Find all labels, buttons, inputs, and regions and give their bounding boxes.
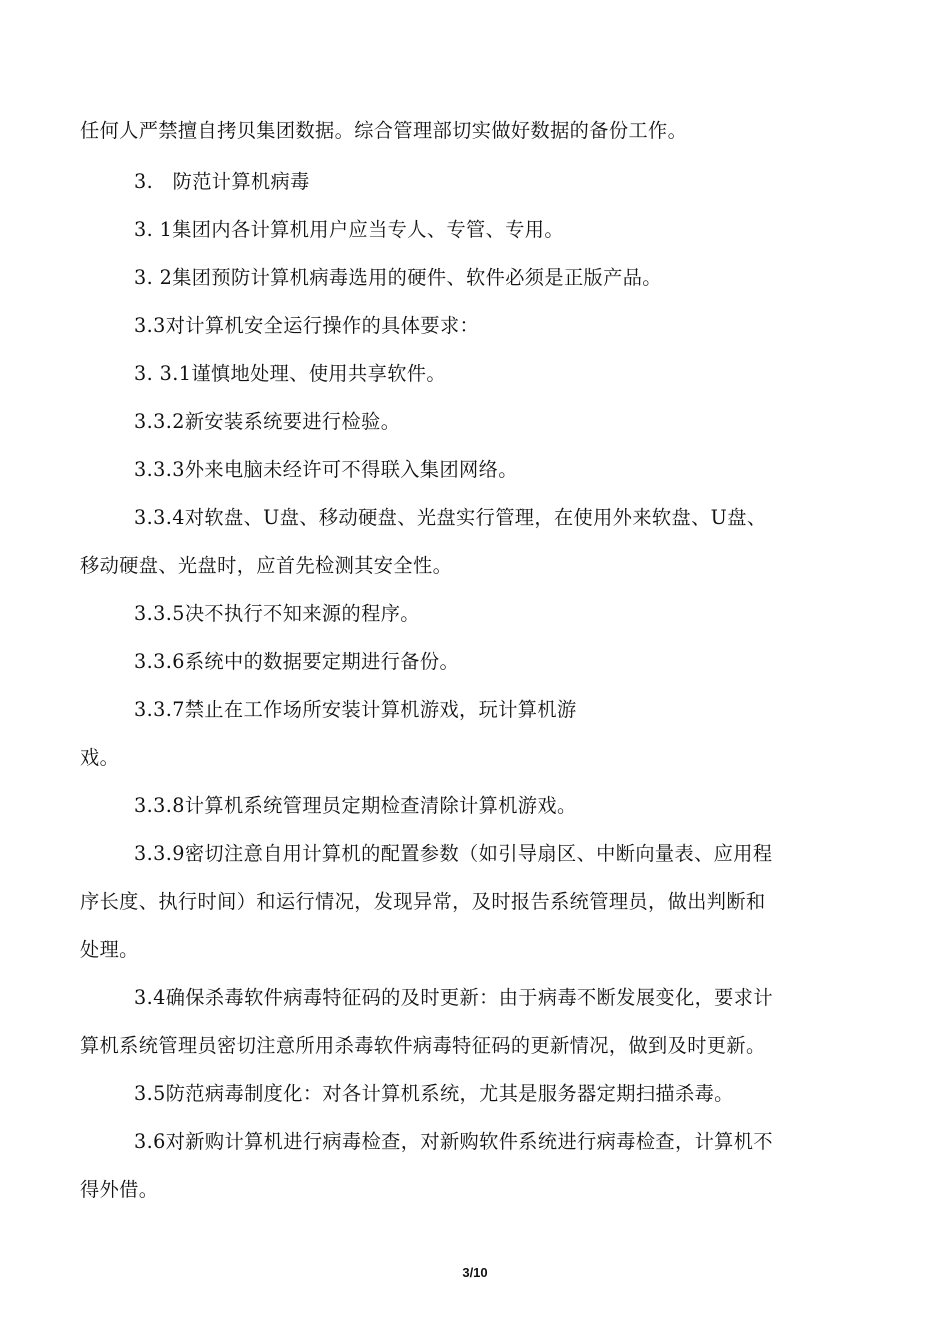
paragraph-line: 3. 2集团预防计算机病毒选用的硬件、软件必须是正版产品。 — [134, 266, 662, 289]
paragraph-line: 3.3.3外来电脑未经许可不得联入集团网络。 — [134, 458, 518, 481]
section-heading: 3. 防范计算机病毒 — [134, 170, 310, 193]
paragraph-line: 任何人严禁擅自拷贝集团数据。综合管理部切实做好数据的备份工作。 — [80, 119, 688, 142]
paragraph-line: 3.5防范病毒制度化：对各计算机系统，尤其是服务器定期扫描杀毒。 — [134, 1082, 734, 1105]
paragraph-line: 3.6对新购计算机进行病毒检查，对新购软件系统进行病毒检查，计算机不 — [134, 1130, 773, 1153]
paragraph-line: 处理。 — [80, 938, 139, 961]
paragraph-line: 3. 1集团内各计算机用户应当专人、专管、专用。 — [134, 218, 564, 241]
paragraph-line: 序长度、执行时间）和运行情况，发现异常，及时报告系统管理员，做出判断和 — [80, 890, 766, 913]
paragraph-line: 戏。 — [80, 746, 120, 769]
paragraph-line: 3.3.9密切注意自用计算机的配置参数（如引导扇区、中断向量表、应用程 — [134, 842, 773, 865]
paragraph-line: 3.3.7禁止在工作场所安装计算机游戏，玩计算机游 — [134, 698, 577, 721]
paragraph-line: 3.3.5决不执行不知来源的程序。 — [134, 602, 420, 625]
paragraph-line: 3.3.4对软盘、U盘、移动硬盘、光盘实行管理，在使用外来软盘、U盘、 — [134, 506, 767, 529]
paragraph-line: 移动硬盘、光盘时，应首先检测其安全性。 — [80, 554, 453, 577]
paragraph-line: 3.3对计算机安全运行操作的具体要求： — [134, 314, 480, 337]
paragraph-line: 3.3.2新安装系统要进行检验。 — [134, 410, 401, 433]
paragraph-line: 3.4确保杀毒软件病毒特征码的及时更新：由于病毒不断发展变化，要求计 — [134, 986, 773, 1009]
paragraph-line: 3. 3.1谨慎地处理、使用共享软件。 — [134, 362, 446, 385]
paragraph-line: 3.3.6系统中的数据要定期进行备份。 — [134, 650, 460, 673]
page-number: 3/10 — [462, 1265, 488, 1280]
paragraph-line: 3.3.8计算机系统管理员定期检查清除计算机游戏。 — [134, 794, 577, 817]
paragraph-line: 算机系统管理员密切注意所用杀毒软件病毒特征码的更新情况，做到及时更新。 — [80, 1034, 766, 1057]
paragraph-line: 得外借。 — [80, 1178, 159, 1201]
